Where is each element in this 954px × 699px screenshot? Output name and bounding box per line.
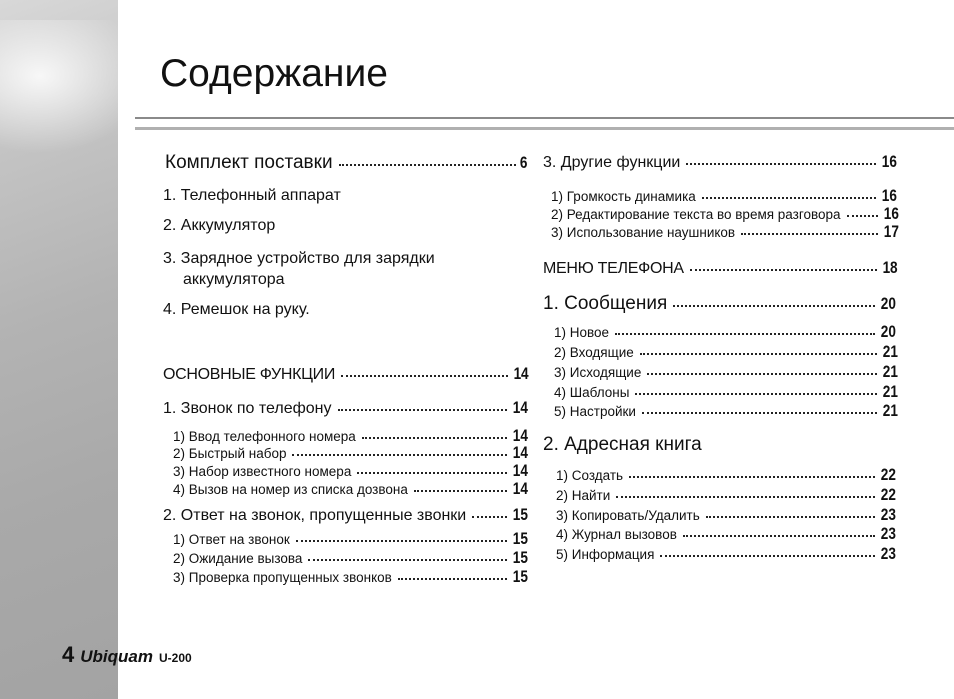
toc-entry-label: ОСНОВНЫЕ ФУНКЦИИ (163, 366, 336, 383)
dot-leader (640, 353, 877, 355)
dot-leader (357, 472, 507, 474)
toc-entry-page: 22 (880, 465, 896, 484)
dot-leader (673, 305, 875, 307)
dot-leader (398, 578, 507, 580)
dot-leader (647, 373, 877, 375)
dot-leader (296, 540, 507, 542)
toc-entry (556, 465, 896, 485)
toc-entry (543, 293, 896, 315)
toc-entry-label: аккумулятора (183, 271, 285, 288)
toc-entry-label: 5) Информация (556, 547, 655, 562)
toc-entry-label: 3) Исходящие (554, 365, 642, 380)
page-title: Содержание (160, 52, 388, 95)
dot-leader (414, 490, 507, 492)
toc-entry-label: 5) Настройки (554, 404, 636, 419)
page-number: 4 (62, 642, 75, 667)
toc-entry-label: 3. Зарядное устройство для зарядки (163, 250, 435, 267)
brand-name: Ubiquam (80, 647, 153, 666)
toc-entry-page: 14 (513, 364, 528, 383)
toc-entry-label: 3) Набор известного номера (173, 464, 352, 479)
dot-leader (292, 454, 507, 456)
toc-entry-page: 16 (881, 186, 897, 205)
toc-entry-page: 14 (512, 426, 528, 445)
toc-entry (173, 461, 528, 481)
dot-leader (686, 163, 876, 165)
toc-entry-label: 1. Звонок по телефону (163, 400, 332, 417)
toc-entry (554, 382, 898, 402)
toc-entry (551, 204, 899, 224)
toc-entry-label: 4. Ремешок на руку. (163, 301, 310, 318)
toc-entry-label: 2) Редактирование текста во время разговора (551, 207, 841, 222)
toc-entry-page: 6 (519, 153, 527, 172)
toc-entry-label: 3) Копировать/Удалить (556, 508, 700, 523)
toc-entry (163, 505, 528, 525)
toc-entry (554, 401, 898, 421)
dot-leader (615, 333, 875, 335)
toc-entry (173, 529, 528, 549)
toc-entry (173, 443, 528, 463)
toc-entry-page: 15 (512, 505, 528, 524)
toc-entry (543, 434, 702, 456)
toc-entry-label: 1) Новое (554, 325, 610, 340)
toc-entry-page: 15 (512, 567, 528, 586)
toc-entry-label: 1) Ответ на звонок (173, 532, 290, 547)
toc-entry (173, 567, 528, 587)
toc-entry-page: 23 (880, 544, 896, 563)
toc-entry-page: 20 (880, 322, 896, 341)
decorative-side-panel (0, 0, 118, 699)
toc-entry (556, 505, 896, 525)
toc-entry (163, 364, 528, 384)
divider (135, 127, 954, 130)
toc-entry-label: 1) Громкость динамика (551, 189, 696, 204)
toc-entry-label: 3. Другие функции (543, 154, 681, 171)
toc-entry-page: 15 (512, 529, 528, 548)
toc-entry-label: 2) Ожидание вызова (173, 551, 303, 566)
toc-entry (163, 301, 310, 319)
toc-entry-page: 15 (512, 548, 528, 567)
dot-leader (690, 269, 877, 271)
toc-entry-page: 14 (512, 398, 528, 417)
toc-entry (163, 398, 528, 418)
toc-entry (554, 322, 896, 342)
toc-entry-label: МЕНЮ ТЕЛЕФОНА (543, 260, 684, 277)
toc-entry-page: 14 (512, 479, 528, 498)
dot-leader (308, 559, 507, 561)
dot-leader (741, 233, 878, 235)
dot-leader (338, 409, 508, 411)
toc-entry (173, 479, 528, 499)
toc-entry (183, 271, 285, 289)
toc-entry-label: 2. Адресная книга (543, 434, 702, 455)
toc-entry-label: 2) Входящие (554, 345, 634, 360)
toc-entry (551, 186, 897, 206)
toc-entry (163, 217, 275, 235)
toc-entry-page: 20 (880, 294, 896, 313)
divider (135, 117, 954, 119)
toc-entry (556, 485, 896, 505)
toc-entry-page: 18 (882, 258, 897, 277)
toc-entry-page: 14 (512, 461, 528, 480)
toc-entry (556, 524, 896, 544)
toc-entry-page: 16 (881, 152, 897, 171)
dot-leader (472, 516, 507, 518)
dot-leader (683, 535, 875, 537)
toc-entry (173, 548, 528, 568)
toc-entry-page: 22 (880, 485, 896, 504)
toc-entry-label: 2) Найти (556, 488, 611, 503)
toc-entry (556, 544, 896, 564)
model-name: U-200 (158, 651, 192, 665)
dot-leader (702, 197, 876, 199)
toc-entry (554, 362, 898, 382)
dot-leader (362, 437, 507, 439)
dot-leader (341, 375, 508, 377)
toc-entry-label: 1) Создать (556, 468, 624, 483)
dot-leader (629, 476, 875, 478)
page-footer (62, 642, 192, 668)
dot-leader (847, 215, 879, 217)
toc-entry-label: 3) Проверка пропущенных звонков (173, 570, 392, 585)
toc-entry-page: 17 (883, 222, 899, 241)
toc-entry-label: 4) Вызов на номер из списка дозвона (173, 482, 408, 497)
dot-leader (635, 393, 877, 395)
toc-entry-label: 1. Сообщения (543, 293, 668, 314)
toc-entry-label: 1. Телефонный аппарат (163, 187, 341, 204)
toc-entry-label: 1) Ввод телефонного номера (173, 429, 356, 444)
dot-leader (706, 516, 875, 518)
toc-entry-label: 3) Использование наушников (551, 225, 736, 240)
dot-leader (660, 555, 875, 557)
toc-entry-page: 21 (882, 362, 898, 381)
toc-entry (543, 258, 897, 278)
toc-entry (163, 250, 435, 268)
toc-entry-page: 23 (880, 524, 896, 543)
toc-entry-label: 4) Шаблоны (554, 385, 630, 400)
toc-entry (551, 222, 899, 242)
toc-entry-label: 4) Журнал вызовов (556, 527, 677, 542)
toc-entry-label: 2. Аккумулятор (163, 217, 276, 234)
toc-entry (165, 152, 527, 174)
toc-entry-page: 14 (512, 443, 528, 462)
toc-entry-label: 2. Ответ на звонок, пропущенные звонки (163, 507, 467, 524)
toc-entry-page: 21 (882, 401, 898, 420)
toc-entry (163, 187, 341, 205)
toc-entry-page: 23 (880, 505, 896, 524)
toc-entry-page: 21 (882, 342, 898, 361)
toc-entry-page: 21 (882, 382, 898, 401)
dot-leader (642, 412, 877, 414)
dot-leader (339, 164, 516, 166)
toc-entry-page: 16 (883, 204, 899, 223)
toc-entry-label: Комплект поставки (165, 152, 333, 173)
toc-entry (554, 342, 898, 362)
toc-entry-label: 2) Быстрый набор (173, 446, 287, 461)
toc-entry (543, 152, 897, 172)
dot-leader (616, 496, 875, 498)
